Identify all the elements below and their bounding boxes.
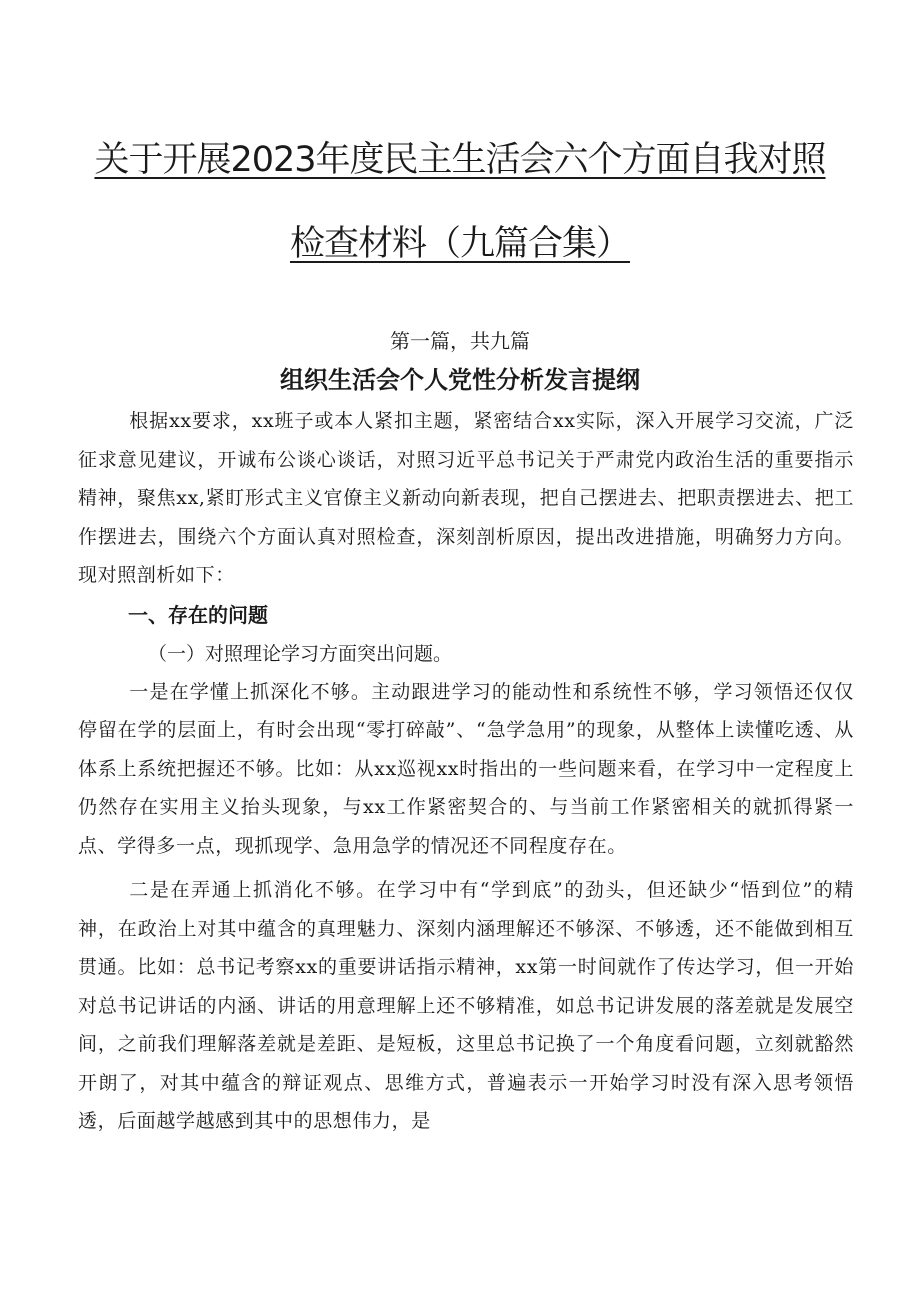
part-label: 第一篇，共九篇 (390, 329, 530, 353)
title-line-1-text: 关于开展2023年度民主生活会六个方面自我对照 (94, 140, 826, 180)
section-heading: 一、存在的问题 (128, 602, 268, 627)
intro-paragraph: 根据xx要求，xx班子或本人紧扣主题，紧密结合xx实际，深入开展学习交流，广泛征求意见建议，开诚布公谈心谈话，对照习近平总书记关于严肃党内政治生活的重要指示精神，聚焦xx,紧盯形式主义官僚主义新动向新表现，把自己摆进去、把职责摆进去、把工作摆进去，围绕六个方面认真对照检查，深刻剖析原因，提出改进措施，明确努力方向。现对照剖析如下： (78, 410, 854, 586)
document-title-line-2 (60, 222, 860, 266)
paragraph-1: 一是在学懂上抓深化不够。主动跟进学习的能动性和系统性不够，学习领悟还仅仅停留在学的层面上，有时会出现“零打碎敲”、“急学急用”的现象，从整体上读懂吃透、从体系上系统把握还不够。比如：从xx巡视xx时指出的一些问题来看，在学习中一定程度上仍然存在实用主义抬头现象，与xx工作紧密契合的、与当前工作紧密相关的就抓得紧一点、学得多一点，现抓现学、急用急学的情况还不同程度存在。 (78, 680, 854, 857)
subsection-heading: （一）对照理论学习方面突出问题。 (148, 642, 453, 665)
paragraph-2: 二是在弄通上抓消化不够。在学习中有“学到底”的劲头，但还缺少“悟到位”的精神，在政治上对其中蕴含的真理魅力、深刻内涵理解还不够深、不够透，还不能做到相互贯通。比如：总书记考察xx的重要讲话指示精神，xx第一时间就作了传达学习，但一开始对总书记讲话的内涵、讲话的用意理解上还不够精准，如总书记讲发展的落差就是发展空间，之前我们理解落差就是差距、是短板，这里总书记换了一个角度看问题，立刻就豁然开朗了，对其中蕴含的辩证观点、思维方式，普遍表示一开始学习时没有深入思考领悟透，后面越学越感到其中的思想伟力，是 (78, 879, 854, 1132)
document-body (78, 402, 854, 1141)
document-title-line-1 (60, 138, 860, 182)
title-line-2-text: 检查材料（九篇合集） (289, 224, 630, 264)
part-title: 组织生活会个人党性分析发言提纲 (280, 366, 640, 394)
